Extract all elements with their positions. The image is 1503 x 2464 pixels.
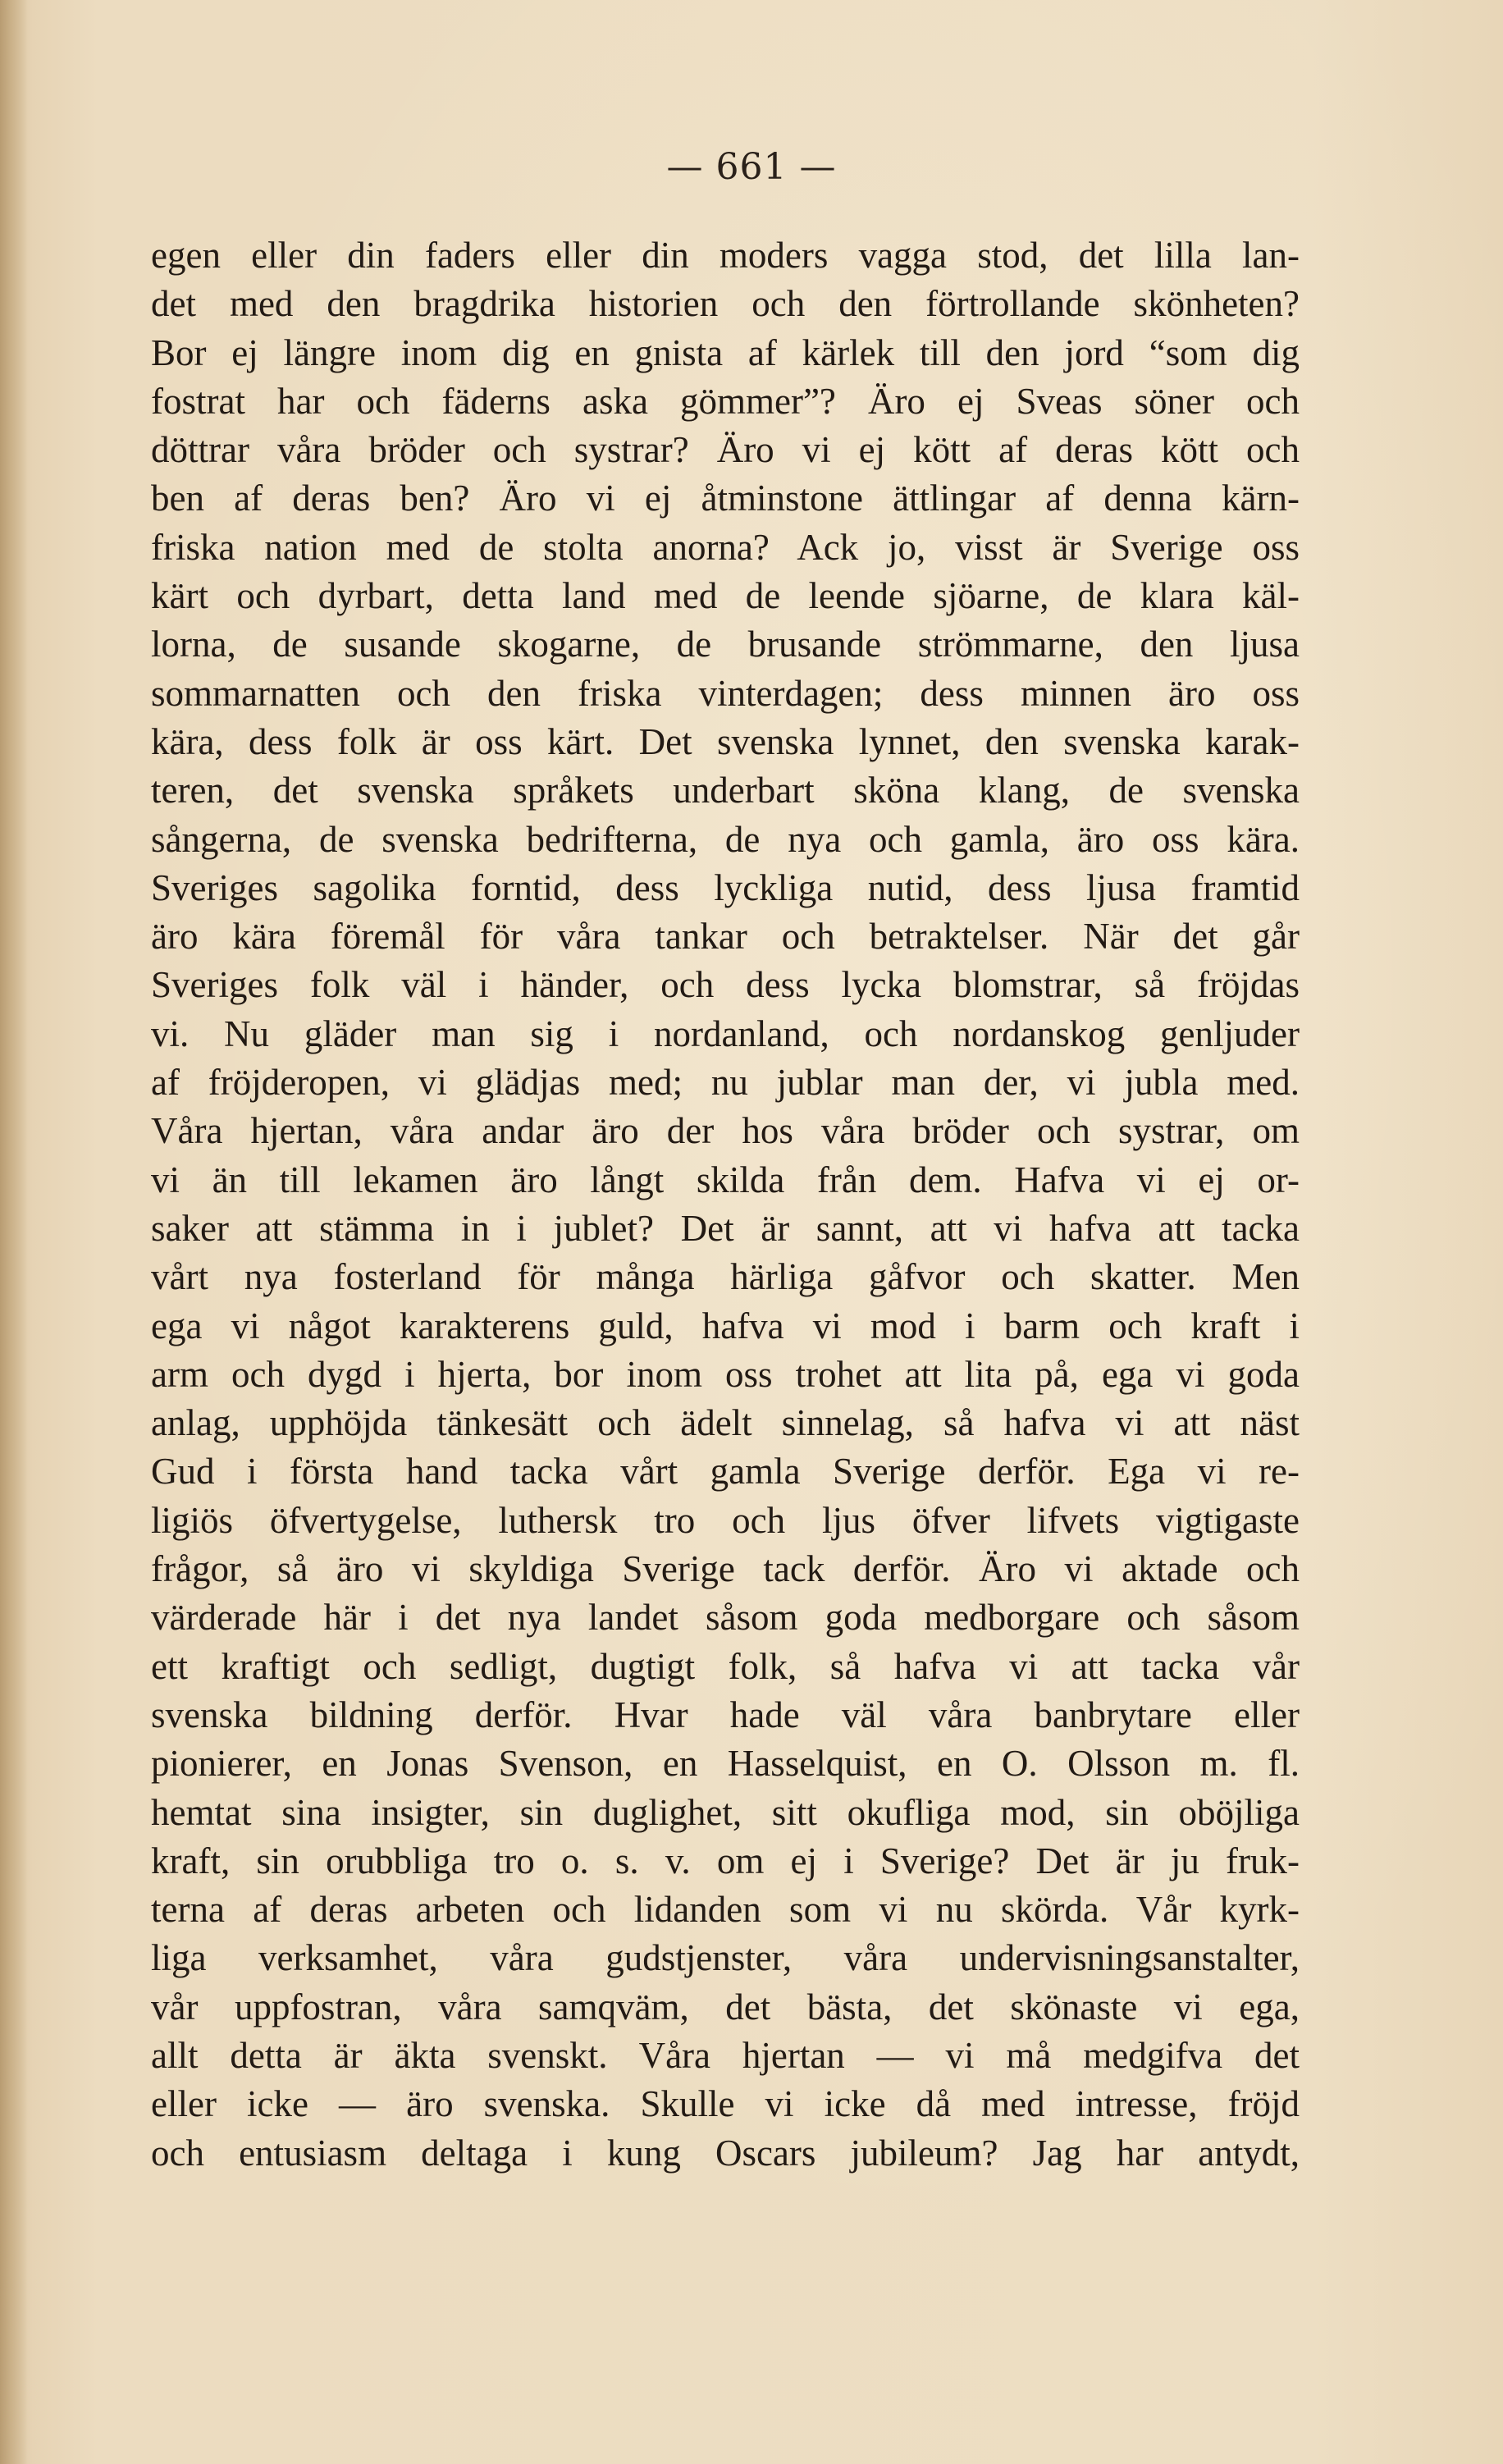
- text-line: döttrar våra bröder och systrar? Äro vi ej kött af deras kött och: [151, 429, 1300, 471]
- body-text: [151, 231, 1300, 2178]
- text-line: Sveriges folk väl i händer, och dess lycka blomstrar, så fröjdas: [151, 964, 1300, 1006]
- text-line: eller icke — äro svenska. Skulle vi icke då med intresse, fröjd: [151, 2083, 1300, 2125]
- text-line: fostrat har och fäderns aska gömmer”? Äro ej Sveas söner och: [151, 380, 1300, 422]
- text-line: svenska bildning derför. Hvar hade väl våra banbrytare eller: [151, 1694, 1300, 1735]
- text-line: saker att stämma in i jublet? Det är sannt, att vi hafva att tacka: [151, 1207, 1300, 1249]
- text-line: Våra hjertan, våra andar äro der hos våra bröder och systrar, om: [151, 1110, 1300, 1152]
- text-line: allt detta är äkta svenskt. Våra hjertan — vi må medgifva det: [151, 2034, 1300, 2076]
- text-line: lorna, de susande skogarne, de brusande strömmarne, den ljusa: [151, 624, 1300, 665]
- text-line: ben af deras ben? Äro vi ej åtminstone ättlingar af denna kärn-: [151, 478, 1300, 519]
- text-line: kärt och dyrbart, detta land med de leende sjöarne, de klara käl-: [151, 575, 1300, 617]
- text-line: vår uppfostran, våra samqväm, det bästa, det skönaste vi ega,: [151, 1986, 1300, 2027]
- text-line: arm och dygd i hjerta, bor inom oss trohet att lita på, ega vi goda: [151, 1353, 1300, 1395]
- text-line: vårt nya fosterland för många härliga gåfvor och skatter. Men: [151, 1256, 1300, 1298]
- text-line: kraft, sin orubbliga tro o. s. v. om ej i Sverige? Det är ju fruk-: [151, 1840, 1300, 1881]
- text-line: frågor, så äro vi skyldiga Sverige tack derför. Äro vi aktade och: [151, 1548, 1300, 1590]
- book-spine-shadow: [0, 0, 28, 2464]
- text-line: vi. Nu gläder man sig i nordanland, och nordanskog genljuder: [151, 1013, 1300, 1054]
- text-line: liga verksamhet, våra gudstjenster, våra undervisningsanstalter,: [151, 1937, 1300, 1979]
- text-line: pionierer, en Jonas Svenson, en Hasselquist, en O. Olsson m. fl.: [151, 1743, 1300, 1785]
- page-number: — 661 —: [666, 146, 837, 188]
- text-line: och entusiasm deltaga i kung Oscars jubileum? Jag har antydt,: [151, 2132, 1300, 2174]
- text-line: friska nation med de stolta anorna? Ack jo, visst är Sverige oss: [151, 526, 1300, 568]
- text-line: terna af deras arbeten och lidanden som vi nu skörda. Vår kyrk-: [151, 1889, 1300, 1931]
- text-line: ett kraftigt och sedligt, dugtigt folk, så hafva vi att tacka vår: [151, 1645, 1300, 1687]
- text-line: Sveriges sagolika forntid, dess lyckliga nutid, dess ljusa framtid: [151, 866, 1300, 908]
- text-line: anlag, upphöjda tänkesätt och ädelt sinnelag, så hafva vi att näst: [151, 1402, 1300, 1444]
- text-line: äro kära föremål för våra tankar och betraktelser. När det går: [151, 916, 1300, 958]
- text-line: kära, dess folk är oss kärt. Det svenska lynnet, den svenska karak-: [151, 720, 1300, 762]
- text-line: egen eller din faders eller din moders vagga stod, det lilla lan-: [151, 235, 1300, 276]
- text-line: det med den bragdrika historien och den förtrollande skönheten?: [151, 283, 1300, 325]
- text-line: Bor ej längre inom dig en gnista af kärlek till den jord “som dig: [151, 331, 1300, 373]
- text-line: värderade här i det nya landet såsom goda medborgare och såsom: [151, 1597, 1300, 1639]
- text-line: ligiös öfvertygelse, luthersk tro och ljus öfver lifvets vigtigaste: [151, 1499, 1300, 1541]
- text-line: af fröjderopen, vi glädjas med; nu jublar man der, vi jubla med.: [151, 1062, 1300, 1104]
- text-line: teren, det svenska språkets underbart sköna klang, de svenska: [151, 770, 1300, 811]
- text-line: sångerna, de svenska bedrifterna, de nya och gamla, äro oss kära.: [151, 818, 1300, 860]
- text-line: vi än till lekamen äro långt skilda från dem. Hafva vi ej or-: [151, 1159, 1300, 1200]
- text-line: sommarnatten och den friska vinterdagen; dess minnen äro oss: [151, 672, 1300, 714]
- text-line: hemtat sina insigter, sin duglighet, sitt okufliga mod, sin oböjliga: [151, 1791, 1300, 1833]
- text-line: ega vi något karakterens guld, hafva vi mod i barm och kraft i: [151, 1305, 1300, 1346]
- text-line: Gud i första hand tacka vårt gamla Sverige derför. Ega vi re-: [151, 1451, 1300, 1493]
